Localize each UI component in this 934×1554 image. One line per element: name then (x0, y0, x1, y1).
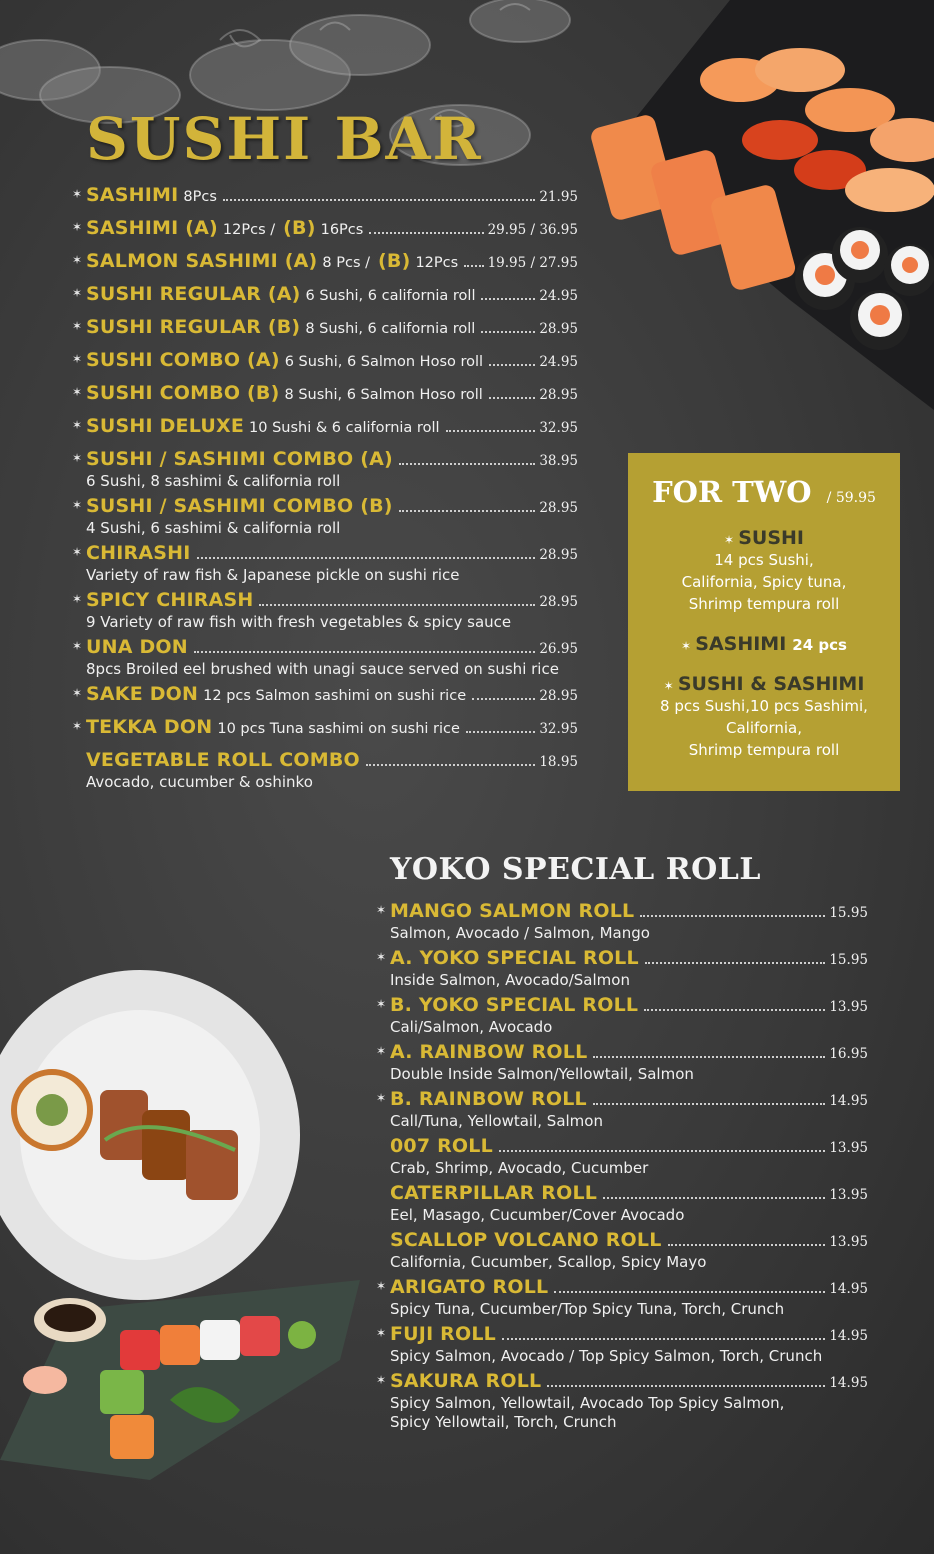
bullet-star-icon: ✶ (72, 286, 83, 300)
bullet-star-icon: ✶ (376, 1044, 387, 1058)
dot-leader (502, 1338, 825, 1340)
menu-item-price: 32.95 (539, 420, 578, 436)
menu-item-description: Eel, Masago, Cucumber/Cover Avocado (390, 1206, 685, 1224)
menu-item-row (86, 542, 578, 564)
dot-leader (223, 199, 535, 201)
bullet-star-icon: ✶ (72, 220, 83, 234)
for-two-panel (628, 453, 900, 791)
bullet-star-icon: ✶ (376, 1091, 387, 1105)
dot-leader (194, 651, 535, 653)
for-two-title: FOR TWO (652, 475, 812, 509)
menu-item (376, 1041, 868, 1084)
dot-leader (481, 298, 535, 300)
menu-item (376, 1370, 868, 1432)
for-two-option-description: 14 pcs Sushi, (714, 551, 814, 569)
menu-item-row (86, 283, 578, 305)
for-two-option (628, 527, 900, 615)
for-two-option-name: SUSHI & SASHIMI (677, 673, 865, 695)
page-title: SUSHI BAR (86, 105, 483, 173)
menu-item-name: CATERPILLAR ROLL (390, 1182, 598, 1204)
menu-item-price: 19.95 / 27.95 (487, 255, 578, 271)
menu-item-price: 28.95 (539, 547, 578, 563)
dot-leader (446, 430, 536, 432)
menu-item (376, 900, 868, 943)
menu-item-detail: 12Pcs / (222, 222, 276, 238)
menu-item-description: Cali/Salmon, Avocado (390, 1018, 553, 1036)
dot-leader (554, 1291, 825, 1293)
dot-leader (499, 1150, 825, 1152)
menu-item-row (86, 495, 578, 517)
menu-item-name: 007 ROLL (390, 1135, 493, 1157)
menu-item-name: SALMON SASHIMI (A) (86, 250, 318, 272)
bullet-star-icon: ✶ (72, 187, 83, 201)
menu-item-name: ARIGATO ROLL (390, 1276, 549, 1298)
menu-item-row (390, 994, 868, 1016)
menu-item-name: A. YOKO SPECIAL ROLL (390, 947, 639, 969)
menu-item-description: 8pcs Broiled eel brushed with unagi sauce served on sushi rice (86, 660, 559, 678)
menu-item-name: SUSHI COMBO (A) (86, 349, 280, 371)
menu-item-name: A. RAINBOW ROLL (390, 1041, 588, 1063)
dot-leader (668, 1244, 826, 1246)
menu-item-detail: 8 Pcs / (322, 255, 370, 271)
bullet-star-icon: ✶ (723, 533, 739, 547)
menu-item-description: Salmon, Avocado / Salmon, Mango (390, 924, 650, 942)
menu-item-price: 18.95 (539, 754, 578, 770)
menu-item-description: Spicy Tuna, Cucumber/Top Spicy Tuna, Torch, Crunch (390, 1300, 785, 1318)
menu-item-row (86, 589, 578, 611)
menu-item-price: 13.95 (829, 1140, 868, 1156)
menu-item-price: 15.95 (829, 905, 868, 921)
menu-item-description: Call/Tuna, Yellowtail, Salmon (390, 1112, 603, 1130)
menu-item-name: SAKE DON (86, 683, 199, 705)
menu-item (72, 415, 578, 437)
menu-item-description: California, Cucumber, Scallop, Spicy Mayo (390, 1253, 707, 1271)
menu-item-price: 13.95 (829, 1187, 868, 1203)
menu-item-price: 29.95 / 36.95 (487, 222, 578, 238)
bullet-star-icon: ✶ (72, 319, 83, 333)
menu-item (376, 1276, 868, 1319)
menu-item-row (390, 947, 868, 969)
menu-item-name: SPICY CHIRASH (86, 589, 254, 611)
menu-item-price: 28.95 (539, 500, 578, 516)
menu-item-row (390, 900, 868, 922)
menu-item-name: SUSHI REGULAR (A) (86, 283, 301, 305)
menu-item (72, 316, 578, 338)
menu-item-name: SCALLOP VOLCANO ROLL (390, 1229, 662, 1251)
bullet-star-icon: ✶ (72, 592, 83, 606)
menu-item (376, 1135, 868, 1178)
menu-item-row (86, 184, 578, 206)
menu-item-name: SUSHI / SASHIMI COMBO (B) (86, 495, 393, 517)
for-two-option (628, 633, 900, 655)
bullet-star-icon: ✶ (72, 253, 83, 267)
menu-item-name: UNA DON (86, 636, 188, 658)
menu-item (72, 542, 578, 585)
dot-leader (489, 364, 535, 366)
dot-leader (366, 764, 535, 766)
menu-item-row (86, 636, 578, 658)
dot-leader (645, 962, 826, 964)
menu-item-name-b: (B) (378, 250, 411, 272)
menu-item (72, 495, 578, 538)
menu-item-row (86, 415, 578, 437)
menu-item (72, 349, 578, 371)
bullet-star-icon: ✶ (72, 418, 83, 432)
menu-item-name: FUJI ROLL (390, 1323, 496, 1345)
bullet-star-icon: ✶ (72, 498, 83, 512)
menu-item (72, 589, 578, 632)
menu-item (376, 1088, 868, 1131)
dot-leader (472, 698, 535, 700)
menu-item (72, 636, 578, 679)
menu-item-name: SUSHI DELUXE (86, 415, 245, 437)
menu-item-description: 9 Variety of raw fish with fresh vegetables & spicy sauce (86, 613, 512, 631)
menu-item (72, 716, 578, 738)
menu-item-description: Double Inside Salmon/Yellowtail, Salmon (390, 1065, 694, 1083)
menu-item-detail: 8 Sushi, 6 Salmon Hoso roll (284, 387, 483, 403)
menu-item-price: 14.95 (829, 1375, 868, 1391)
menu-item-price: 15.95 (829, 952, 868, 968)
menu-item-detail: 12 pcs Salmon sashimi on sushi rice (203, 688, 467, 704)
dot-leader (593, 1056, 825, 1058)
menu-item (72, 217, 578, 239)
menu-item-price: 28.95 (539, 321, 578, 337)
menu-item-name: MANGO SALMON ROLL (390, 900, 635, 922)
menu-item-name: B. RAINBOW ROLL (390, 1088, 587, 1110)
menu-item (72, 382, 578, 404)
menu-item-price: 13.95 (829, 999, 868, 1015)
dot-leader (466, 731, 535, 733)
bullet-star-icon: ✶ (72, 639, 83, 653)
for-two-header (628, 475, 900, 509)
menu-item-row (390, 1276, 868, 1298)
menu-item-description: 6 Sushi, 8 sashimi & california roll (86, 472, 341, 490)
for-two-option-description: California, Spicy tuna, (681, 573, 847, 591)
menu-item-description: Avocado, cucumber & oshinko (86, 773, 313, 791)
bullet-star-icon: ✶ (72, 352, 83, 366)
bullet-star-icon: ✶ (376, 903, 387, 917)
menu-item-name: SUSHI REGULAR (B) (86, 316, 301, 338)
for-two-option-name: SUSHI (738, 527, 804, 549)
menu-item-detail: 8Pcs (183, 189, 217, 205)
bullet-star-icon: ✶ (72, 451, 83, 465)
menu-item (72, 448, 578, 491)
menu-item-price: 32.95 (539, 721, 578, 737)
menu-item (72, 749, 578, 792)
menu-item-name: SAKURA ROLL (390, 1370, 542, 1392)
yoko-special-roll-menu (376, 900, 868, 1436)
dot-leader (197, 557, 536, 559)
dot-leader (489, 397, 536, 399)
menu-item-row (390, 1182, 868, 1204)
for-two-option-description: Shrimp tempura roll (688, 741, 840, 759)
menu-item-price: 14.95 (829, 1281, 868, 1297)
menu-item-name: SASHIMI (A) (86, 217, 218, 239)
dot-leader (464, 265, 483, 267)
dot-leader (593, 1103, 826, 1105)
yoko-special-roll-title: YOKO SPECIAL ROLL (390, 852, 761, 887)
menu-item (376, 994, 868, 1037)
menu-item-row (86, 749, 578, 771)
menu-item-row (86, 349, 578, 371)
menu-item-name: CHIRASHI (86, 542, 191, 564)
for-two-option-detail: 24 pcs (792, 636, 847, 654)
menu-item-row (390, 1041, 868, 1063)
menu-item-detail-b: 12Pcs (415, 255, 459, 271)
for-two-option (628, 673, 900, 761)
menu-item (376, 1323, 868, 1366)
menu-item-description: Crab, Shrimp, Avocado, Cucumber (390, 1159, 649, 1177)
menu-item-name-b: (B) (283, 217, 316, 239)
menu-item-row (86, 382, 578, 404)
menu-item-price: 16.95 (829, 1046, 868, 1062)
bullet-star-icon: ✶ (72, 385, 83, 399)
bullet-star-icon: ✶ (376, 950, 387, 964)
menu-item-price: 28.95 (539, 594, 578, 610)
bullet-star-icon: ✶ (376, 1326, 387, 1340)
menu-item-name: SUSHI / SASHIMI COMBO (A) (86, 448, 393, 470)
for-two-price: / 59.95 (826, 490, 876, 506)
menu-item-price: 24.95 (539, 354, 578, 370)
sushi-rolls-plate-image (0, 960, 370, 1520)
dot-leader (603, 1197, 825, 1199)
menu-item-detail: 10 Sushi & 6 california roll (249, 420, 440, 436)
menu-item-row (390, 1370, 868, 1392)
for-two-option-heading (628, 527, 900, 549)
bullet-star-icon: ✶ (72, 719, 83, 733)
bullet-star-icon: ✶ (72, 686, 83, 700)
bullet-star-icon: ✶ (376, 997, 387, 1011)
for-two-option-name: SASHIMI (695, 633, 787, 655)
menu-item-row (86, 448, 578, 470)
menu-item-row (86, 716, 578, 738)
dot-leader (481, 331, 535, 333)
menu-item-price: 14.95 (829, 1093, 868, 1109)
menu-item-detail: 6 Sushi, 6 california roll (305, 288, 476, 304)
sushi-platter-image (590, 0, 934, 420)
menu-item (376, 947, 868, 990)
menu-item-row (390, 1135, 868, 1157)
dot-leader (547, 1385, 825, 1387)
menu-item-row (86, 217, 578, 239)
menu-item-row (86, 683, 578, 705)
menu-item (376, 1182, 868, 1225)
menu-item-description: Spicy Salmon, Avocado / Top Spicy Salmon, Torch, Crunch (390, 1347, 823, 1365)
menu-item-detail-b: 16Pcs (320, 222, 364, 238)
for-two-option-heading (628, 673, 900, 695)
menu-item-description: 4 Sushi, 6 sashimi & california roll (86, 519, 341, 537)
menu-item (376, 1229, 868, 1272)
menu-item (72, 184, 578, 206)
menu-item-name: SUSHI COMBO (B) (86, 382, 280, 404)
for-two-option-description: California, (726, 719, 802, 737)
menu-item-price: 28.95 (539, 387, 578, 403)
sushi-bar-menu (72, 184, 578, 796)
for-two-option-description: 8 pcs Sushi,10 pcs Sashimi, (660, 697, 868, 715)
dot-leader (644, 1009, 825, 1011)
dot-leader (259, 604, 535, 606)
menu-item-name: SASHIMI (86, 184, 179, 206)
menu-item-name: B. YOKO SPECIAL ROLL (390, 994, 639, 1016)
menu-item-row (86, 250, 578, 272)
menu-item-price: 26.95 (539, 641, 578, 657)
menu-item-price: 21.95 (539, 189, 578, 205)
menu-item-row (390, 1229, 868, 1251)
menu-item-detail: 6 Sushi, 6 Salmon Hoso roll (284, 354, 484, 370)
bullet-star-icon: ✶ (376, 1373, 387, 1387)
menu-item-detail: 10 pcs Tuna sashimi on sushi rice (217, 721, 460, 737)
menu-item-description: Spicy Salmon, Yellowtail, Avocado Top Spicy Salmon, Spicy Yellowtail, Torch, Crunch (390, 1394, 785, 1431)
menu-item-price: 24.95 (539, 288, 578, 304)
dot-leader (369, 232, 483, 234)
menu-item-description: Inside Salmon, Avocado/Salmon (390, 971, 630, 989)
menu-item-row (390, 1323, 868, 1345)
dot-leader (399, 510, 536, 512)
dot-leader (399, 463, 535, 465)
menu-item-name: VEGETABLE ROLL COMBO (86, 749, 360, 771)
menu-item (72, 250, 578, 272)
for-two-option-description: Shrimp tempura roll (688, 595, 840, 613)
menu-item-price: 14.95 (829, 1328, 868, 1344)
menu-item-name: TEKKA DON (86, 716, 213, 738)
dot-leader (640, 915, 825, 917)
menu-item-description: Variety of raw fish & Japanese pickle on sushi rice (86, 566, 460, 584)
bullet-star-icon: ✶ (681, 639, 696, 653)
for-two-option-heading (628, 633, 900, 655)
menu-item-price: 13.95 (829, 1234, 868, 1250)
menu-item-price: 38.95 (539, 453, 578, 469)
bullet-star-icon: ✶ (663, 679, 678, 693)
menu-item-price: 28.95 (539, 688, 578, 704)
menu-item (72, 683, 578, 705)
menu-item-row (86, 316, 578, 338)
menu-item-row (390, 1088, 868, 1110)
bullet-star-icon: ✶ (72, 545, 83, 559)
menu-item (72, 283, 578, 305)
bullet-star-icon: ✶ (376, 1279, 387, 1293)
menu-item-detail: 8 Sushi, 6 california roll (305, 321, 476, 337)
